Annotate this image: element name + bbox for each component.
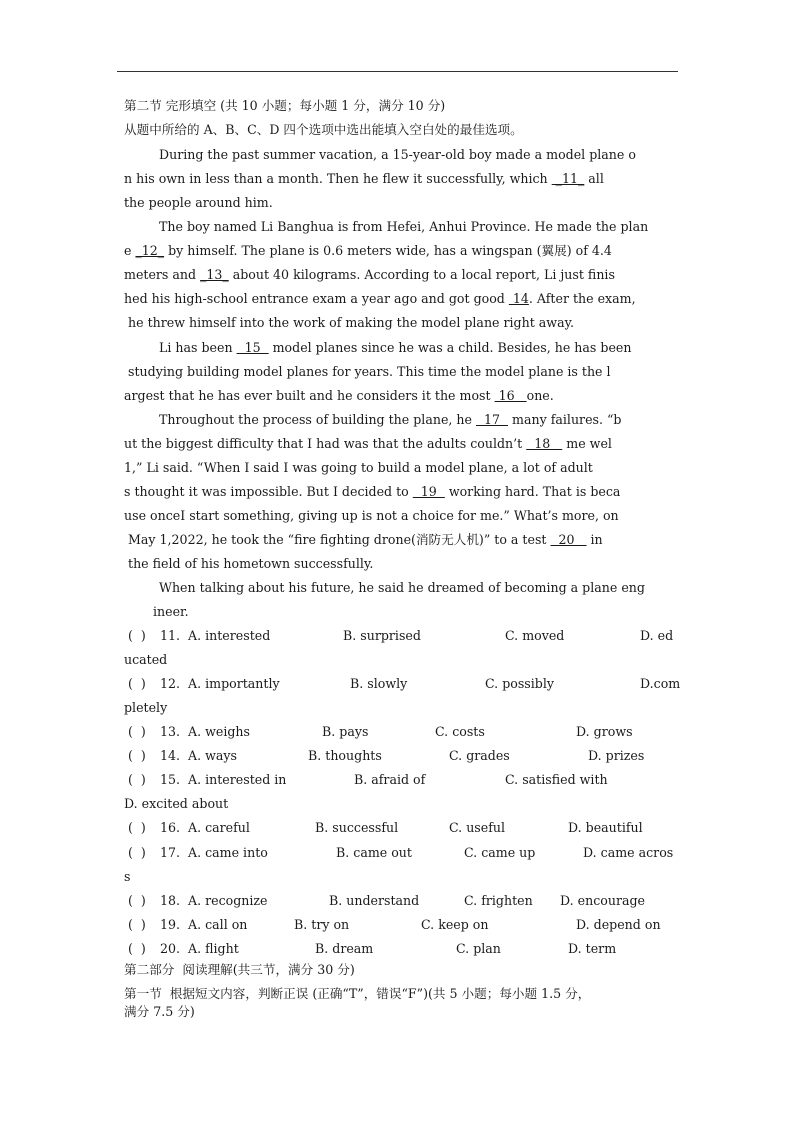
option-d[interactable]: D. came acros <box>583 845 674 860</box>
option-b[interactable]: B. dream <box>315 941 374 956</box>
question-number: 18. <box>160 893 181 908</box>
passage-line: During the past summer vacation, a 15-year-old boy made a model plane o <box>159 147 636 162</box>
answer-paren[interactable]: ( ) <box>128 748 146 763</box>
blank-11: _11_ <box>551 171 585 186</box>
blank-15: 15 <box>236 340 269 355</box>
passage-line: May 1,2022, he took the “fire fighting drone(消防无人机)” to a test 20 in <box>124 532 603 547</box>
passage-line: ut the biggest difficulty that I had was that the adults couldn’t 18 me wel <box>124 436 612 451</box>
blank-16: 16 <box>494 388 527 403</box>
answer-paren[interactable]: ( ) <box>128 845 146 860</box>
instruction: 从题中所给的 A、B、C、D 四个选项中选出能填入空白处的最佳选项。 <box>124 122 523 137</box>
option-a[interactable]: A. careful <box>188 820 250 835</box>
option-c[interactable]: C. costs <box>435 724 485 739</box>
option-c[interactable]: C. possibly <box>485 676 554 691</box>
header-rule <box>117 71 678 72</box>
option-d[interactable]: D. ed <box>640 628 674 643</box>
answer-paren[interactable]: ( ) <box>128 820 146 835</box>
option-d-wrap[interactable]: pletely <box>124 700 168 715</box>
option-d[interactable]: D. term <box>568 941 617 956</box>
option-b[interactable]: B. successful <box>315 820 399 835</box>
option-b[interactable]: B. try on <box>294 917 350 932</box>
blank-13: _13_ <box>200 267 229 282</box>
passage-line: Li has been 15 model planes since he was a child. Besides, he has been <box>159 340 632 355</box>
passage-line: ineer. <box>153 604 189 619</box>
answer-paren[interactable]: ( ) <box>128 628 146 643</box>
question-number: 17. <box>160 845 181 860</box>
answer-paren[interactable]: ( ) <box>128 917 146 932</box>
part2-section1-instruction-cont: 满分 7.5 分) <box>124 1004 195 1019</box>
question-number: 20. <box>160 941 181 956</box>
passage-line: s thought it was impossible. But I decided to 19 working hard. That is beca <box>124 484 621 499</box>
blank-19: 19 <box>412 484 445 499</box>
option-d[interactable]: D. grows <box>576 724 633 739</box>
question-number: 16. <box>160 820 181 835</box>
option-a[interactable]: A. ways <box>188 748 237 763</box>
passage-line: Throughout the process of building the plane, he 17 many failures. “b <box>159 412 622 427</box>
option-a[interactable]: A. recognize <box>188 893 268 908</box>
part2-title: 第二部分 阅读理解(共三节，满分 30 分) <box>124 962 355 977</box>
option-d[interactable]: D. excited about <box>124 796 229 811</box>
option-a[interactable]: A. interested in <box>188 772 287 787</box>
option-c[interactable]: C. frighten <box>464 893 533 908</box>
option-b[interactable]: B. pays <box>322 724 369 739</box>
part2-section1-instruction: 第一节 根据短文内容，判断正误 (正确“T”，错误“F”)(共 5 小题；每小题 1.5 分， <box>124 986 591 1001</box>
blank-12: _12_ <box>135 243 165 258</box>
passage-line: the field of his hometown successfully. <box>124 556 374 571</box>
option-c[interactable]: C. useful <box>449 820 506 835</box>
option-d[interactable]: D.com <box>640 676 681 691</box>
passage-line: n his own in less than a month. Then he flew it successfully, which _11_ all <box>124 171 604 186</box>
option-a[interactable]: A. weighs <box>188 724 250 739</box>
question-number: 19. <box>160 917 181 932</box>
section-title: 第二节 完形填空 (共 10 小题；每小题 1 分，满分 10 分) <box>124 98 446 113</box>
option-c[interactable]: C. satisfied with <box>505 772 608 787</box>
answer-paren[interactable]: ( ) <box>128 676 146 691</box>
option-b[interactable]: B. thoughts <box>308 748 382 763</box>
option-c[interactable]: C. came up <box>464 845 536 860</box>
option-a[interactable]: A. interested <box>188 628 271 643</box>
option-b[interactable]: B. surprised <box>343 628 421 643</box>
option-d-wrap[interactable]: s <box>124 869 131 884</box>
blank-20: 20 <box>550 532 587 547</box>
blank-18: 18 <box>526 436 563 451</box>
answer-paren[interactable]: ( ) <box>128 941 146 956</box>
option-d[interactable]: D. encourage <box>560 893 646 908</box>
option-a[interactable]: A. came into <box>188 845 268 860</box>
passage-line: meters and _13_ about 40 kilograms. According to a local report, Li just finis <box>124 267 615 282</box>
answer-paren[interactable]: ( ) <box>128 772 146 787</box>
blank-14: 14 <box>508 291 529 306</box>
option-d-wrap[interactable]: ucated <box>124 652 168 667</box>
option-c[interactable]: C. moved <box>505 628 565 643</box>
option-d[interactable]: D. beautiful <box>568 820 643 835</box>
question-number: 15. <box>160 772 181 787</box>
passage-line: use onceI start something, giving up is not a choice for me.” What’s more, on <box>124 508 619 523</box>
option-b[interactable]: B. afraid of <box>354 772 426 787</box>
answer-paren[interactable]: ( ) <box>128 724 146 739</box>
passage-line: the people around him. <box>124 195 273 210</box>
passage-line: argest that he has ever built and he considers it the most 16 one. <box>124 388 554 403</box>
passage-line: hed his high-school entrance exam a year ago and got good 14. After the exam, <box>124 291 636 306</box>
question-number: 11. <box>160 628 181 643</box>
question-number: 12. <box>160 676 181 691</box>
option-b[interactable]: B. understand <box>329 893 420 908</box>
passage-line: 1,” Li said. “When I said I was going to build a model plane, a lot of adult <box>124 460 593 475</box>
passage-line: e _12_ by himself. The plane is 0.6 meters wide, has a wingspan (翼展) of 4.4 <box>124 243 612 258</box>
option-c[interactable]: C. grades <box>449 748 510 763</box>
answer-paren[interactable]: ( ) <box>128 893 146 908</box>
option-c[interactable]: C. keep on <box>421 917 489 932</box>
passage-line: studying building model planes for years. This time the model plane is the l <box>124 364 611 379</box>
option-b[interactable]: B. slowly <box>350 676 408 691</box>
option-c[interactable]: C. plan <box>456 941 501 956</box>
option-d[interactable]: D. prizes <box>588 748 645 763</box>
option-a[interactable]: A. flight <box>188 941 239 956</box>
passage-line: he threw himself into the work of making the model plane right away. <box>124 315 575 330</box>
blank-17: 17 <box>475 412 509 427</box>
question-number: 14. <box>160 748 181 763</box>
passage-line: When talking about his future, he said he dreamed of becoming a plane eng <box>159 580 645 595</box>
question-number: 13. <box>160 724 181 739</box>
passage-line: The boy named Li Banghua is from Hefei, Anhui Province. He made the plan <box>159 219 649 234</box>
option-a[interactable]: A. call on <box>188 917 248 932</box>
option-b[interactable]: B. came out <box>336 845 412 860</box>
option-d[interactable]: D. depend on <box>576 917 661 932</box>
option-a[interactable]: A. importantly <box>188 676 280 691</box>
